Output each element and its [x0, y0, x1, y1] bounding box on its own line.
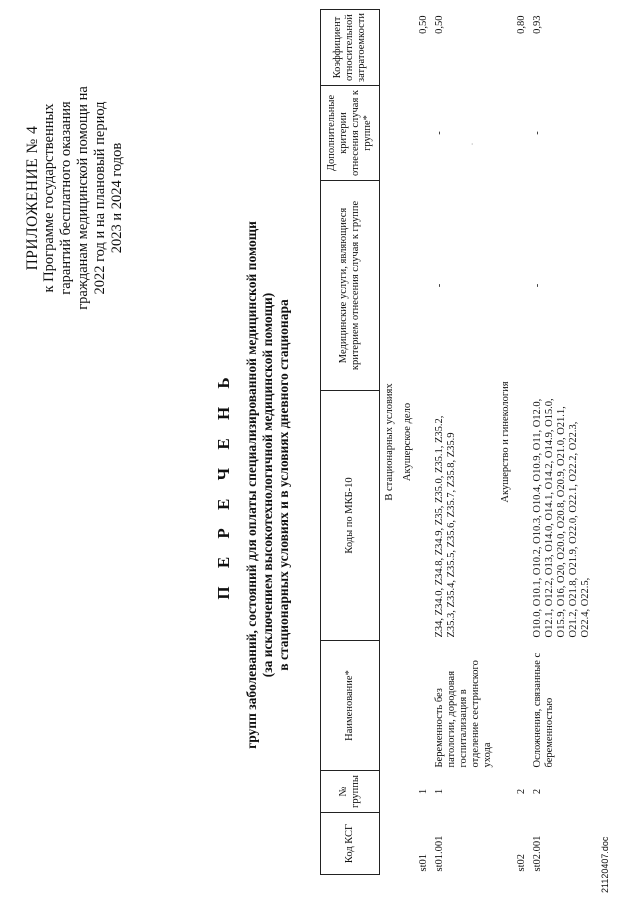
- table-row: [530, 10, 594, 875]
- cell-criteria: -: [434, 131, 445, 135]
- cell-services: [514, 181, 530, 391]
- col-header-icd: Коды по МКБ-10: [321, 391, 380, 641]
- cell-group: 1: [418, 788, 429, 795]
- profile-row: [398, 10, 416, 875]
- appendix-line: 2022 год и на плановый период: [92, 101, 108, 295]
- cell-name: [416, 641, 432, 771]
- cell-group: 2: [532, 788, 543, 795]
- document-title: П Е Р Е Ч Е Н Ь: [214, 370, 233, 600]
- cell-icd: O10.0, O10.1, O10.2, O10.3, O10.4, O10.9, O11, O12.0, O12.1, O12.2, O13, O14.0, O14.1, O14.2, O14.9, O15.0, O15.9, O16, O20, O20.0, O20.8, O20.9, O21.0, O21.1, O21.2, O21.8, O21.9, O22.0, O22.1, O22.2, O22.3, O22.4, O22.5,: [532, 398, 591, 638]
- cell-code: st01: [418, 853, 429, 872]
- cell-coef: 0,93: [532, 15, 543, 34]
- heading-line: в стационарных условиях и в условиях дневного стационара: [276, 299, 291, 671]
- col-header-coef: Коэффициент относительной затратоемкости: [321, 10, 380, 86]
- scan-speck: ·: [470, 143, 476, 145]
- table-header-row: [321, 10, 380, 875]
- cell-services: -: [434, 283, 445, 288]
- cell-group: 2: [516, 788, 527, 795]
- profile-title: Акушерское дело: [402, 402, 413, 482]
- heading-line: (за исключением высокотехнологичной медицинской помощи): [260, 292, 275, 678]
- appendix-title: ПРИЛОЖЕНИЕ № 4: [24, 125, 41, 271]
- col-header-services: Медицинские услуги, являющиеся критерием отнесения случая к группе: [321, 181, 380, 391]
- appendix-line: гарантий бесплатного оказания: [58, 101, 74, 295]
- cell-icd: Z34, Z34.0, Z34.8, Z34.9, Z35, Z35.0, Z35.1, Z35.2, Z35.3, Z35.4, Z35.5, Z35.6, Z35.7, Z35.8, Z35.9: [434, 415, 457, 638]
- col-header-criteria: Дополнительные критерии отнесения случая к группе*: [321, 86, 380, 181]
- appendix-line: 2023 и 2024 годов: [109, 142, 125, 254]
- col-header-name: Наименование*: [321, 641, 380, 771]
- profile-row: [496, 10, 514, 875]
- cell-name: Осложнения, связанные с беременностью: [532, 652, 555, 768]
- ksg-table: [320, 9, 594, 875]
- cell-coef: 0,50: [434, 15, 445, 34]
- cell-icd: [416, 391, 432, 641]
- cell-criteria: [416, 86, 432, 181]
- col-header-code: Код КСГ: [321, 813, 380, 875]
- appendix-block: [24, 48, 126, 348]
- document-heading: [214, 185, 292, 785]
- cell-group: 1: [434, 788, 445, 795]
- cell-services: [416, 181, 432, 391]
- appendix-line: к Программе государственных: [41, 103, 57, 293]
- cell-name: [514, 641, 530, 771]
- cell-code: st02.001: [532, 835, 543, 872]
- col-header-group: № группы: [321, 771, 380, 813]
- cell-coef: 0,50: [418, 15, 429, 34]
- cell-services: -: [532, 283, 543, 288]
- cell-name: Беременность без патологии, дородовая госпитализация в отделение сестринского ухода: [434, 660, 493, 768]
- section-title: В стационарных условиях: [384, 383, 395, 501]
- table-row: [416, 10, 432, 875]
- profile-title: Акушерство и гинекология: [500, 381, 511, 503]
- cell-icd: [514, 391, 530, 641]
- section-row: [380, 10, 399, 875]
- appendix-line: гражданам медицинской помощи на: [75, 86, 91, 310]
- table-row: [432, 10, 496, 875]
- cell-criteria: -: [532, 131, 543, 135]
- cell-criteria: [514, 86, 530, 181]
- heading-line: групп заболеваний, состояний для оплаты специализированной медицинской помощи: [244, 221, 259, 749]
- cell-code: st01.001: [434, 835, 445, 872]
- doc-filename: 21120407.doc: [600, 836, 610, 893]
- table-row: [514, 10, 530, 875]
- cell-coef: 0,80: [516, 15, 527, 34]
- cell-code: st02: [516, 853, 527, 872]
